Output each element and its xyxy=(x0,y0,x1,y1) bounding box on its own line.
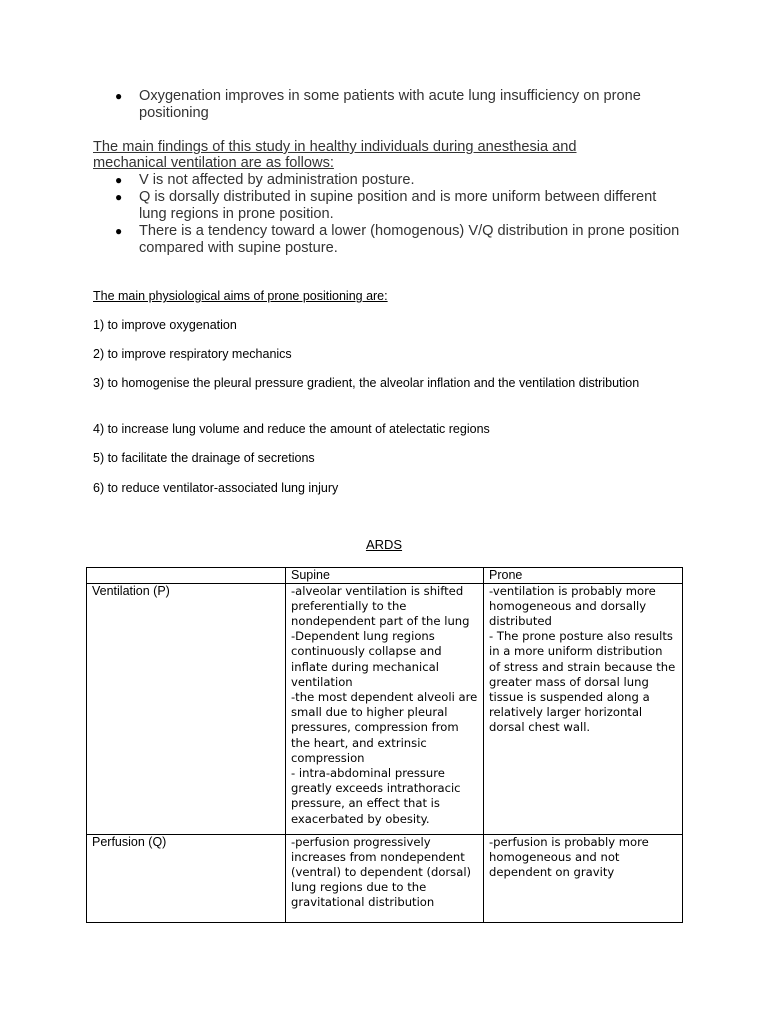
top-bullet-list xyxy=(115,88,685,122)
cell-paragraph: -ventilation is probably more homogeneous and dorsally distributed xyxy=(489,583,656,628)
cell-paragraph: - intra-abdominal pressure greatly exceeds intrathoracic pressure, an effect that is exacerbated by obesity. xyxy=(291,766,461,826)
perfusion-prone-cell xyxy=(484,834,683,922)
aim-item: 5) to facilitate the drainage of secretions xyxy=(93,451,315,465)
row-label-perfusion: Perfusion (Q) xyxy=(87,834,286,922)
aim-item: 6) to reduce ventilator-associated lung injury xyxy=(93,481,339,495)
perfusion-supine-cell xyxy=(286,834,484,922)
ventilation-prone-cell xyxy=(484,583,683,834)
bullet-icon: ● xyxy=(115,224,123,238)
cell-paragraph: -perfusion progressively increases from nondependent (ventral) to dependent (dorsal) lung regions due to the gravitational distribution xyxy=(291,834,472,910)
aim-item: 1) to improve oxygenation xyxy=(93,318,237,332)
table-row xyxy=(87,834,683,922)
aim-item: 3) to homogenise the pleural pressure gradient, the alveolar inflation and the ventilation distribution xyxy=(93,376,640,390)
aim-item: 4) to increase lung volume and reduce the amount of atelectatic regions xyxy=(93,422,490,436)
bullet-icon: ● xyxy=(115,190,123,204)
row-label-ventilation: Ventilation (P) xyxy=(87,583,286,834)
cell-paragraph: -the most dependent alveoli are small due to higher pleural pressures, compression from the heart, and extrinsic compression xyxy=(291,690,478,765)
bullet-item xyxy=(115,223,685,257)
table-header-cell: Supine xyxy=(286,568,484,584)
table-row xyxy=(87,583,683,834)
table-header-cell xyxy=(87,568,286,584)
bullet-text: Oxygenation improves in some patients with acute lung insufficiency on prone positioning xyxy=(139,88,641,121)
bullet-item xyxy=(115,189,685,223)
ards-table xyxy=(86,567,683,923)
bullet-item xyxy=(115,172,685,189)
table-title: ARDS xyxy=(365,537,403,552)
cell-paragraph: -Dependent lung regions continuously collapse and inflate during mechanical ventilation xyxy=(291,629,442,689)
table-header-row xyxy=(87,568,683,584)
bullet-icon: ● xyxy=(115,173,123,187)
bullet-icon: ● xyxy=(115,89,123,103)
cell-paragraph: -perfusion is probably more homogeneous and not dependent on gravity xyxy=(489,834,649,879)
bullet-text: There is a tendency toward a lower (homogenous) V/Q distribution in prone position compared with supine posture. xyxy=(139,223,680,256)
table-header-cell: Prone xyxy=(484,568,683,584)
findings-list xyxy=(115,172,685,257)
findings-heading: The main findings of this study in healthy individuals during anesthesia and mechanical ventilation are as follows: xyxy=(93,139,577,171)
aim-item: 2) to improve respiratory mechanics xyxy=(93,347,292,361)
bullet-text: Q is dorsally distributed in supine position and is more uniform between different lung regions in prone position. xyxy=(139,189,657,222)
cell-paragraph: -alveolar ventilation is shifted preferentially to the nondependent part of the lung xyxy=(291,583,470,628)
ventilation-supine-cell xyxy=(286,583,484,834)
aims-heading: The main physiological aims of prone positioning are: xyxy=(93,289,388,303)
cell-paragraph: - The prone posture also results in a more uniform distribution of stress and strain because the greater mass of dorsal lung tissue is suspended along a relatively larger horizontal dorsal chest wall. xyxy=(489,629,676,735)
bullet-text: V is not affected by administration posture. xyxy=(139,172,415,188)
bullet-item xyxy=(115,88,685,122)
